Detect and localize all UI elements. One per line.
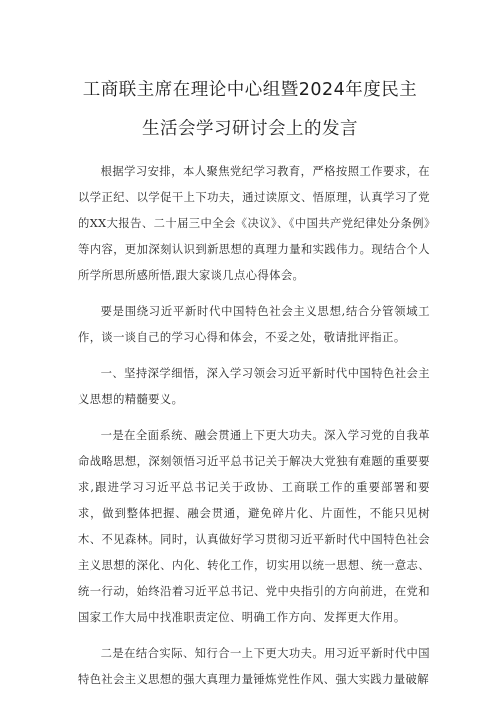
- document-body: [78, 159, 430, 703]
- section-heading-1: 一、坚持深学细悟，深入学习领会习近平新时代中国特色社会主义思想的精髓要义。: [78, 367, 430, 406]
- paragraph-purpose: 要是围绕习近平新时代中国特色社会主义思想,结合分管领域工作，谈一谈自己的学习心得和体会，不妥之处，敬请批评指正。: [78, 305, 430, 344]
- paragraph-intro: 根据学习安排，本人聚焦党纪学习教育，严格按照工作要求，在以学正纪、以学促干上下功夫，通过读原文、悟原理，认真学习了党的XX大报告、二十届三中全会《决议》、《中国共产党纪律处分条例》等内容，更加深刻认识到新思想的真理力量和实践伟力。现结合个人所学所思所感所悟,跟大家谈几点心得体会。: [78, 165, 430, 282]
- paragraph-point-1: 一是在全面系统、融会贯通上下更大功夫。深入学习党的自我革命战略思想，深刻领悟习近平总书记关于解决大党独有难题的重要要求,跟进学习习近平总书记关于政协、工商联工作的重要部署和要求，做到整体把握、融会贯通，避免碎片化、片面性，不能只见树木、不见森林。同时，认真做好学习贯彻习近平新时代中国特色社会主义思想的深化、内化、转化工作，切实用以统一思想、统一意志、统一行动，始终沿着习近平总书记、党中央指引的方向前进，在党和国家工作大局中找准职责定位、明确工作方向、发挥更大作用。: [78, 429, 430, 624]
- paragraph-point-2: 二是在结合实际、知行合一上下更大功夫。用习近平新时代中国特色社会主义思想的强大真理力量锤炼党性作风、强大实践力量破解: [78, 647, 430, 686]
- document-title-line-1: 工商联主席在理论中心组暨2024年度民主: [82, 80, 418, 100]
- document-title-line-2: 生活会学习研讨会上的发言: [142, 119, 358, 139]
